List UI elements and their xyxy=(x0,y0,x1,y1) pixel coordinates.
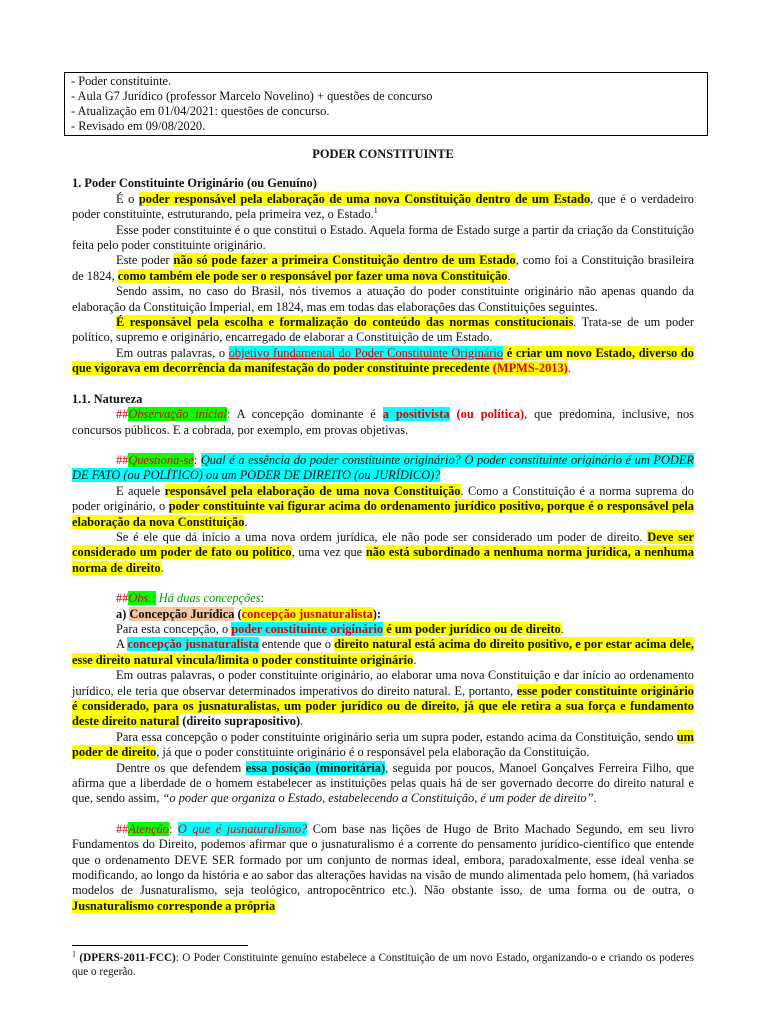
highlight: É responsável pela escolha e formalização do conteúdo das normas constitucionais xyxy=(116,315,574,330)
paragraph: Este poder não só pode fazer a primeira Constituição dentro de um Estado, como foi a Constituição brasileira de 1824, como também ele pode ser o responsável por fazer uma nova Constituição. xyxy=(72,253,694,283)
highlight: Concepção Jurídica xyxy=(129,606,235,621)
highlight: Observação inicial xyxy=(128,407,227,422)
paragraph: Se é ele que dá início a uma nova ordem jurídica, ele não pode ser considerado um poder de direito. Deve ser considerado um poder de fato ou político, uma vez que não está subordinado a nenhuma norma jurídica, a nenhuma norma de direito. xyxy=(72,529,694,575)
highlight: Jusnaturalismo corresponde a própria xyxy=(72,898,276,913)
footnote-source: (DPERS-2011-FCC) xyxy=(79,952,176,964)
header-line: - Revisado em 09/08/2020. xyxy=(71,119,206,133)
footnote-separator xyxy=(72,945,248,946)
paragraph: Para esta concepção, o poder constituinte originário é um poder jurídico ou de direito. xyxy=(116,621,564,636)
highlight: um poder de direito xyxy=(72,729,694,760)
header-line: - Poder constituinte. xyxy=(71,74,172,88)
highlight: é um poder jurídico ou de direito xyxy=(383,621,561,636)
header-line: - Aula G7 Jurídico (professor Marcelo Novelino) + questões de concurso xyxy=(71,89,433,103)
paragraph: Dentre os que defendem essa posição (minoritária), seguida por poucos, Manoel Gonçalves Ferreira Filho, que afirma que a liberdade de o homem estabelecer as instituições pelas quais há de ser governado decorre do direito natural e que, sendo assim, “o poder que organiza o Estado, estabelecendo a Constituição, é um poder de direito”. xyxy=(72,760,694,806)
section-heading: 1.1. Natureza xyxy=(72,391,143,406)
paragraph: ##Observação inicial: A concepção dominante é a positivista (ou política), que predomina, inclusive, nos concursos públicos. E a cobrada, por exemplo, em provas objetivas. xyxy=(72,407,694,437)
header-box xyxy=(64,72,708,136)
highlight: a positivista xyxy=(382,407,450,422)
highlight: Questiona-se xyxy=(128,452,194,467)
highlight: Atenção xyxy=(128,821,169,836)
paragraph: A concepção jusnaturalista entende que o direito natural está acima do direito positivo, e por estar acima dele, esse direito natural vincula/limita o poder constituinte originário. xyxy=(72,637,694,667)
paragraph: Esse poder constituinte é o que constitui o Estado. Aquela forma de Estado surge a partir da criação da Constituição feita pelo poder constituinte originário. xyxy=(72,222,694,253)
paragraph: Sendo assim, no caso do Brasil, nós tivemos a atuação do poder constituinte originário não apenas quando da elaboração da Constituição Imperial, em 1824, mas em todas das elaborações das Constituições seguintes. xyxy=(72,284,694,314)
footnote-number: 1 xyxy=(72,949,76,959)
document-body xyxy=(72,147,694,914)
paragraph: Em outras palavras, o poder constituinte originário, ao elaborar uma nova Constituição e dar início ao ordenamento jurídico, ele teria que observar determinados imperativos do direito natural. E, portanto, esse poder constituinte originário é considerado, para os jusnaturalistas, um poder jurídico ou de direito, já que ele retira a sua força e fundamento deste direito natural (direito suprapositivo). xyxy=(72,668,694,729)
page-title: PODER CONSTITUINTE xyxy=(312,147,454,161)
highlight: responsável pela elaboração de uma nova Constituição xyxy=(164,483,461,498)
paragraph: É responsável pela escolha e formalização do conteúdo das normas constitucionais. Trata-se de um poder político, supremo e originário, encarregado de elaborar a Constituição de um Estado. xyxy=(72,315,694,345)
highlight: Qual é a essência do poder constituinte originário? O poder constituinte originário é um PODER DE FATO (ou POLÍTICO) ou um PODER DE DIREITO (ou JURÍDICO)? xyxy=(72,452,694,483)
highlight: poder constituinte vai figurar acima do ordenamento jurídico positivo, porque é o responsável pela elaboração da nova Constituição xyxy=(72,499,694,529)
paragraph: Para essa concepção o poder constituinte originário seria um supra poder, estando acima da Constituição, sendo um poder de direito, já que o poder constituinte originário é o responsável pela elaboração da Constituição. xyxy=(72,729,694,760)
footnote-text: : O Poder Constituinte genuíno estabelece a Constituição de um novo Estado, organizando-o e criando os poderes que o regerão. xyxy=(72,952,694,978)
highlight: essa posição (minoritária) xyxy=(245,760,386,775)
paragraph: E aquele responsável pela elaboração de uma nova Constituição. Como a Constituição é a norma suprema do poder originário, o poder constituinte vai figurar acima do ordenamento jurídico positivo, porque é o responsável pela elaboração da nova Constituição. xyxy=(72,483,695,529)
highlight: esse poder constituinte originário é considerado, para os jusnaturalistas, um poder jurídico ou de direito, já que ele retira a sua força e fundamento deste direito natural xyxy=(72,683,694,729)
footnote xyxy=(72,951,694,979)
paragraph: ##Atenção: O que é jusnaturalismo? Com base nas lições de Hugo de Brito Machado Segundo, em seu livro Fundamentos do Direito, podemos afirmar que o jusnaturalismo é a corrente do pensamento jurídico-científico que entende que o ordenamento DEVE SER formado por um conjunto de normas ideal, embora, paradoxalmente, esse ideal venha se modificando, ao longo da história e ao sabor das alterações havidas na visão de mundo alimentada pelo homem, (há variados modelos de Jusnaturalismo, seja teológico, antropocêntrico etc.). Não obstante isso, de uma forma ou de outra, o Jusnaturalismo corresponde a própria xyxy=(72,821,694,913)
highlight: como também ele pode ser o responsável por fazer uma nova Constituição xyxy=(117,268,508,283)
header-line: - Atualização em 01/04/2021: questões de concurso. xyxy=(71,104,330,118)
highlight: (MPMS-2013) xyxy=(489,361,568,376)
footnote-ref: 1 xyxy=(373,206,378,216)
highlight: Deve ser considerado um poder de fato ou político xyxy=(72,529,694,560)
highlight: concepção jusnaturalista xyxy=(241,606,373,621)
highlight: é criar um novo Estado, diverso do que vigorava em decorrência da manifestação do poder constituinte precedente xyxy=(72,345,694,376)
highlight: direito natural está acima do direito positivo, e por estar acima dele, esse direito natural vincula/limita o poder constituinte originário xyxy=(72,637,694,667)
paragraph: ##Obs.: Há duas concepções: xyxy=(116,591,264,606)
paragraph: a) Concepção Jurídica (concepção jusnaturalista): xyxy=(116,606,382,621)
section-heading: 1. Poder Constituinte Originário (ou Genuíno) xyxy=(72,176,317,191)
paragraph: Em outras palavras, o objetivo fundamental do Poder Constituinte Originário é criar um novo Estado, diverso do que vigorava em decorrência da manifestação do poder constituinte precedente (MPMS-2013). xyxy=(72,345,694,376)
paragraph: É o poder responsável pela elaboração de uma nova Constituição dentro de um Estado, que é o verdadeiro poder constituinte, estruturando, pela primeira vez, o Estado.$^1$ xyxy=(72,191,694,222)
highlight: não está subordinado a nenhuma norma jurídica, a nenhuma norma de direito xyxy=(72,545,694,575)
paragraph: ##Questiona-se: Qual é a essência do poder constituinte originário? O poder constituinte originário é um PODER DE FATO (ou POLÍTICO) ou um PODER DE DIREITO (ou JURÍDICO)? xyxy=(72,452,694,483)
highlight: poder responsável pela elaboração de uma nova Constituição dentro de um Estado xyxy=(138,191,591,206)
highlight: concepção jusnaturalista xyxy=(127,637,259,652)
highlight: não só pode fazer a primeira Constituição dentro de um Estado xyxy=(173,253,516,268)
highlight: Obs.: xyxy=(128,591,156,606)
highlight: O que é jusnaturalismo? xyxy=(177,821,308,836)
highlight: poder constituinte originário xyxy=(231,621,384,636)
highlight: objetivo fundamental do Poder Constituinte Originário xyxy=(228,345,504,360)
